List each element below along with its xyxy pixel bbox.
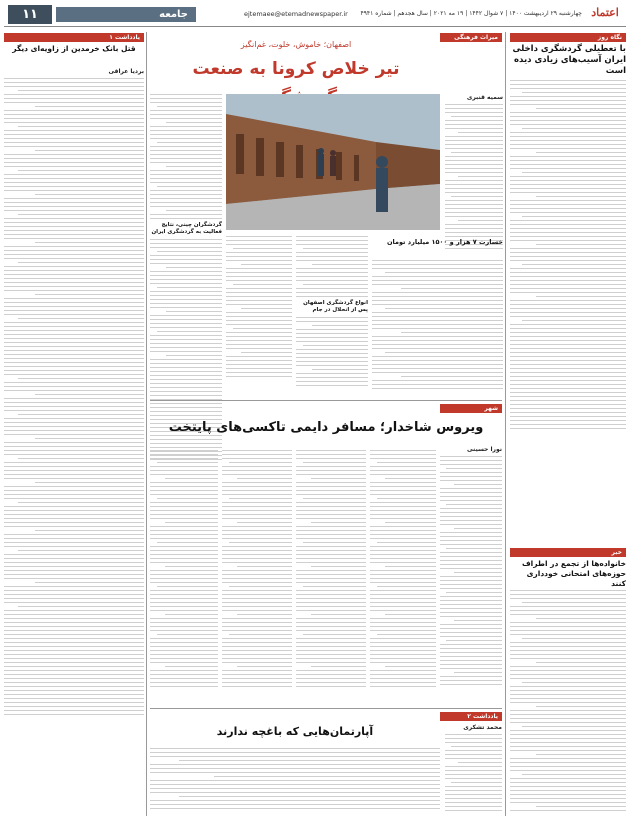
mid-body-col3	[296, 450, 366, 706]
masthead	[4, 4, 626, 27]
right-news-title: خانواده‌ها از تجمع در اطراف حوزه‌های امتحانی خودداری کنند	[521, 559, 626, 588]
mid-author-box	[440, 446, 502, 452]
mid-body-col2	[370, 450, 436, 706]
lead-body-right	[445, 104, 503, 254]
bottom-author: محمد تشکری	[463, 724, 502, 731]
left-headline-box	[4, 44, 144, 66]
tag-left-column: یادداشت ۱	[4, 33, 144, 42]
tag-city: شهر	[440, 404, 502, 413]
tag-right-column: نگاه روز	[510, 33, 626, 42]
column-rule	[505, 32, 506, 816]
mid-body-col5	[150, 450, 218, 706]
section-label: جامعه	[56, 7, 196, 22]
lead-author: سمیه قنبری	[466, 94, 503, 101]
lead-body-col2	[296, 236, 368, 396]
page-number: ۱۱	[8, 5, 52, 24]
right-column-headline-box	[510, 44, 626, 76]
bottom-body-col1	[445, 734, 502, 816]
lead-subhead-3: گردشگران چینی، نتایج فعالیت به گردشگری ایران	[151, 222, 222, 235]
left-author-box	[4, 68, 144, 74]
mid-headline-box	[150, 416, 502, 442]
mid-headline: ویروس شاخدار؛ مسافر دایمی تاکسی‌های پایتخت	[168, 420, 484, 435]
lead-box-title: خسارت ۷ هزار و ۱۵۰۰ میلیارد تومان	[386, 238, 503, 246]
mid-body-col1	[440, 456, 502, 706]
email-address[interactable]: ejtemaee@etemadnewspaper.ir	[244, 10, 348, 18]
tag-right-news: خبر	[510, 548, 626, 557]
lead-kicker: اصفهان؛ خاموش، خلوت، غم‌انگیز	[240, 40, 352, 49]
lead-box-title-box	[372, 238, 503, 258]
bottom-headline-box	[150, 722, 440, 744]
lead-photo	[226, 94, 440, 230]
dateline: چهارشنبه ۲۹ اردیبهشت ۱۴۰۰ | ۷ شوال ۱۴۴۲ | ۱۹ مه ۲۰۲۱ | سال هجدهم | شماره ۴۹۴۱	[360, 10, 582, 17]
column-rule	[146, 32, 147, 816]
bottom-headline: آپارتمان‌هایی که باغچه ندارند	[216, 725, 374, 738]
right-news-title-box	[510, 559, 626, 587]
mid-author: نورا حسینی	[466, 446, 502, 453]
newspaper-logo: اعتماد	[591, 6, 619, 19]
left-author: بردیا عراقی	[108, 68, 144, 75]
lead-author-box	[445, 94, 503, 100]
right-column-headline: با تعطیلی گردشگری داخلی ایران آسیب‌های زیادی دیده است	[512, 44, 626, 76]
lead-headline-box	[150, 55, 442, 85]
tag-note-2: یادداشت ۲	[440, 712, 502, 721]
right-column-body	[510, 80, 626, 530]
lead-subhead-2: انواع گردشگری اصفهان پس از انحلال در جام	[303, 300, 368, 313]
mid-body-col4	[222, 450, 292, 706]
left-column-body	[4, 78, 144, 816]
lead-body-col1	[372, 260, 503, 395]
lead-body-col3	[226, 236, 292, 396]
bottom-author-box	[445, 724, 502, 730]
bottom-body	[150, 748, 440, 816]
horizontal-rule-1	[150, 400, 502, 401]
lead-kicker-box	[150, 40, 442, 54]
lead-headline: تیر خلاص کرونا به صنعت	[192, 59, 400, 79]
horizontal-rule-2	[150, 708, 502, 709]
left-headline: قتل بانک خرمدین از زاویه‌ای دیگر	[12, 44, 136, 53]
tag-heritage: میراث فرهنگی	[440, 33, 502, 42]
right-news-body	[510, 590, 626, 815]
lead-body-col4	[150, 94, 222, 396]
bridge-photo-illustration	[226, 94, 440, 230]
